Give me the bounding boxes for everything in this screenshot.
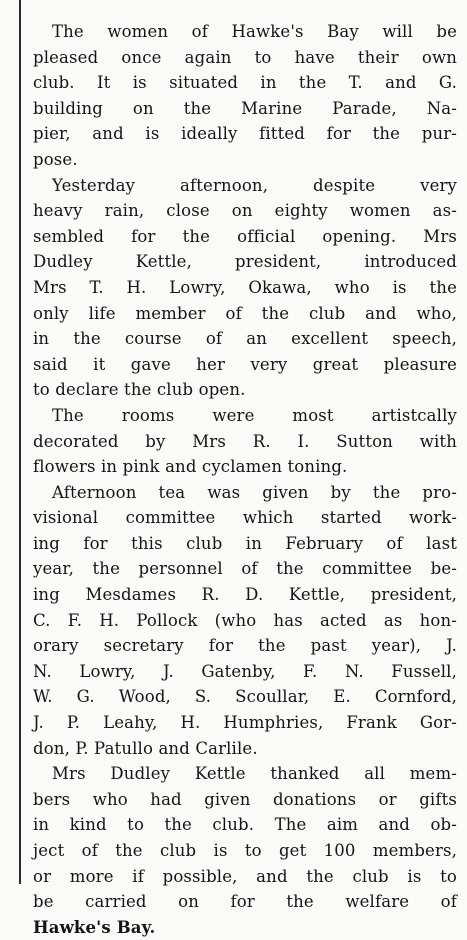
- closing-text-line: Hawke's Bay.: [33, 917, 156, 937]
- text-line: Yesterday afternoon, despite very: [52, 175, 457, 195]
- text-line: heavy rain, close on eighty women as-: [33, 201, 457, 221]
- text-line: J. P. Leahy, H. Humphries, Frank Gor-: [33, 713, 457, 733]
- text-line: C. F. H. Pollock (who has acted as hon-: [33, 610, 457, 630]
- text-line: year, the personnel of the committee be-: [33, 559, 457, 579]
- text-line: bers who had given donations or gifts: [33, 789, 457, 809]
- text-line: ject of the club is to get 100 members,: [33, 841, 457, 860]
- text-line: or more if possible, and the club is to: [33, 866, 457, 886]
- text-line: to declare the club open.: [33, 380, 246, 400]
- article-column: [33, 19, 457, 940]
- paragraph-2: [33, 173, 457, 403]
- text-line: pier, and is ideally fitted for the pur-: [33, 124, 457, 144]
- text-line: pose.: [33, 149, 78, 169]
- text-line: be carried on for the welfare of: [33, 892, 457, 912]
- text-line: W. G. Wood, S. Scoullar, E. Cornford,: [33, 687, 457, 707]
- text-line: The women of Hawke's Bay will be: [52, 22, 457, 41]
- text-line: Mrs Dudley Kettle thanked all mem-: [52, 764, 457, 784]
- text-line: in the course of an excellent speech,: [33, 329, 457, 349]
- text-line: ing Mesdames R. D. Kettle, president,: [33, 585, 457, 605]
- text-line: The rooms were most artistcally: [52, 405, 457, 425]
- text-line: only life member of the club and who,: [33, 303, 457, 323]
- text-line: pleased once again to have their own: [33, 47, 457, 67]
- text-line: decorated by Mrs R. I. Sutton with: [33, 431, 457, 451]
- paragraph-5: [33, 761, 457, 940]
- paragraph-4: [33, 480, 457, 762]
- text-line: orary secretary for the past year), J.: [33, 636, 457, 656]
- text-line: don, P. Patullo and Carlile.: [33, 738, 258, 758]
- text-line: Afternoon tea was given by the pro-: [52, 482, 457, 502]
- column-rule: [19, 0, 21, 884]
- text-line: club. It is situated in the T. and G.: [33, 73, 457, 93]
- text-line: Mrs T. H. Lowry, Okawa, who is the: [33, 277, 457, 297]
- text-line: visional committee which started work-: [33, 508, 457, 528]
- text-line: Dudley Kettle, president, introduced: [33, 252, 457, 272]
- text-line: said it gave her very great pleasure: [33, 354, 457, 374]
- paragraph-1: [33, 19, 457, 173]
- paragraph-3: [33, 403, 457, 480]
- text-line: ing for this club in February of last: [33, 533, 457, 553]
- text-line: in kind to the club. The aim and ob-: [33, 815, 457, 835]
- text-line: building on the Marine Parade, Na-: [33, 98, 457, 118]
- text-line: sembled for the official opening. Mrs: [33, 226, 457, 246]
- text-line: N. Lowry, J. Gatenby, F. N. Fussell,: [33, 661, 457, 681]
- text-line: flowers in pink and cyclamen toning.: [33, 457, 348, 477]
